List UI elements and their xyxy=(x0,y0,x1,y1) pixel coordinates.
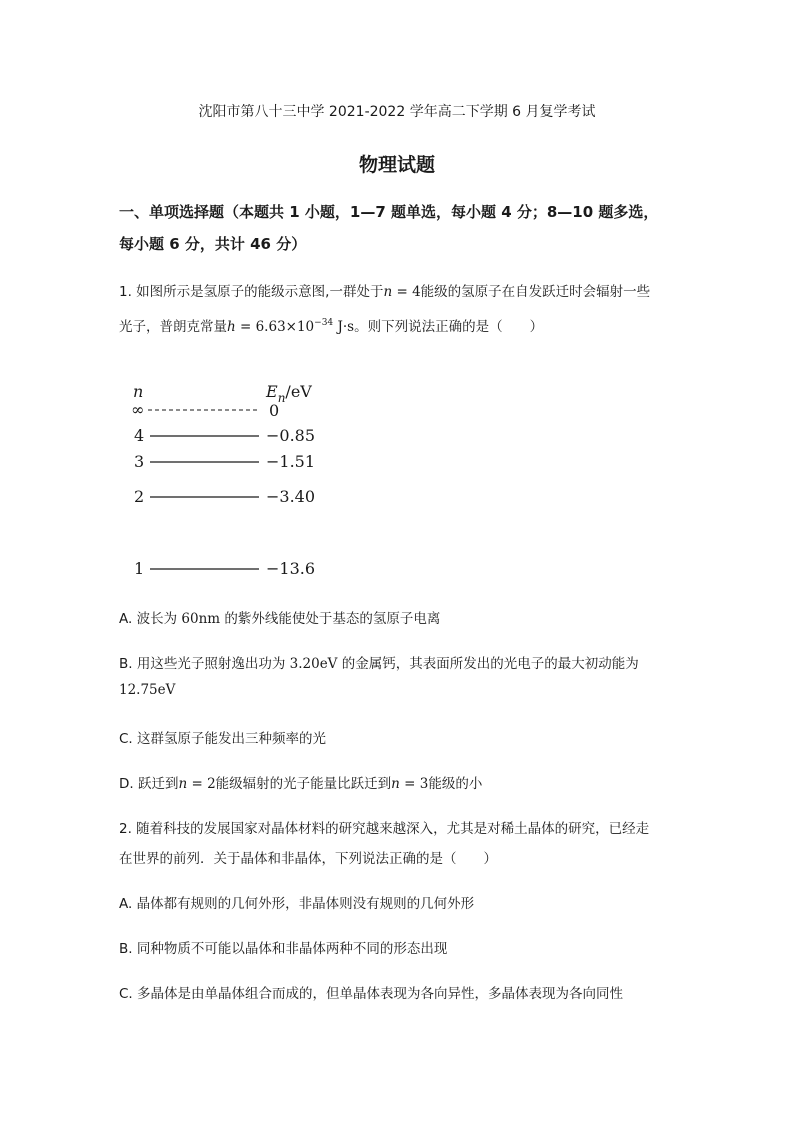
q1-option-a[interactable] xyxy=(119,607,440,627)
q1-stem-line1 xyxy=(119,280,650,300)
q2-stem-line2: 在世界的前列．关于晶体和非晶体，下列说法正确的是（ ） xyxy=(119,851,497,867)
q1-option-d[interactable] xyxy=(119,772,482,792)
q1-stem-text-a: 1. 如图所示是氢原子的能级示意图,一群处于 xyxy=(119,284,384,300)
q1-option-d-n2: n xyxy=(391,776,400,792)
q2-option-a[interactable]: A. 晶体都有规则的几何外形，非晶体则没有规则的几何外形 xyxy=(119,896,475,912)
level-n-1: 1 xyxy=(134,559,145,578)
section-heading-line2: 每小题 6 分，共计 46 分） xyxy=(119,235,307,253)
q1-option-b-line2: 12.75eV xyxy=(119,682,176,698)
q1-option-b-text-1: B. 用这些光子照射逸出功为 xyxy=(119,656,286,672)
level-n-infinity: ∞ xyxy=(131,400,145,419)
diagram-n-label: n xyxy=(133,382,144,401)
q1-stem-text-d: 。则下列说法正确的是（ ） xyxy=(354,319,544,335)
page-title: 物理试题 xyxy=(358,154,435,176)
q1-option-d-eq2: = 3 xyxy=(399,776,429,792)
q1-option-a-text-2: 的紫外线能使处于基态的氢原子电离 xyxy=(224,611,441,627)
level-energy-1: −13.6 xyxy=(266,559,316,578)
planck-exponent: −34 xyxy=(314,318,334,328)
q1-n-variable: n xyxy=(383,284,393,300)
level-energy-4: −0.85 xyxy=(266,426,316,445)
q1-stem-line2 xyxy=(119,315,543,335)
diagram-energy-label: $E_n/eV$ xyxy=(266,382,312,405)
energy-level-diagram xyxy=(124,379,344,584)
exam-header: 沈阳市第八十三中学 2021-2022 学年高二下学期 6 月复学考试 xyxy=(198,104,596,120)
q1-option-d-eq1: = 2 xyxy=(187,776,216,792)
level-n-3: 3 xyxy=(134,452,145,471)
level-energy-2: −3.40 xyxy=(266,487,316,506)
level-energy-infinity: 0 xyxy=(269,401,280,420)
planck-unit: J·s xyxy=(333,319,355,335)
q1-n-value: = 4 xyxy=(392,284,421,300)
q1-stem-text-b: 能级的氢原子在自发跃迁时会辐射一些 xyxy=(420,284,651,300)
level-energy-3: −1.51 xyxy=(266,452,316,471)
q1-option-d-n1: n xyxy=(178,776,188,792)
q2-option-c[interactable]: C. 多晶体是由单晶体组合而成的，但单晶体表现为各向异性，多晶体表现为各向同性 xyxy=(119,986,624,1002)
q1-option-d-text-3: 能级的小 xyxy=(428,776,483,792)
q1-option-b-value: 3.20eV xyxy=(285,656,342,672)
section-heading-line1: 一、单项选择题（本题共 1 小题，1—7 题单选，每小题 4 分；8—10 题多选， xyxy=(119,203,659,221)
q1-option-d-text-2: 能级辐射的光子能量比跃迁到 xyxy=(215,776,392,792)
q1-option-b[interactable] xyxy=(119,652,639,672)
planck-value: = 6.63×10 xyxy=(235,319,315,335)
q1-stem-text-c: 光子，普朗克常量 xyxy=(119,319,227,335)
level-n-2: 2 xyxy=(134,487,145,506)
q1-option-a-value: 60nm xyxy=(177,611,225,627)
q1-option-a-text-1: A. 波长为 xyxy=(119,611,178,627)
level-n-4: 4 xyxy=(134,426,145,445)
q1-option-d-text-1: D. 跃迁到 xyxy=(119,776,179,792)
q2-option-b[interactable]: B. 同种物质不可能以晶体和非晶体两种不同的形态出现 xyxy=(119,941,448,957)
q1-option-c[interactable]: C. 这群氢原子能发出三种频率的光 xyxy=(119,731,327,747)
q2-stem-line1: 2. 随着科技的发展国家对晶体材料的研究越来越深入，尤其是对稀土晶体的研究，已经走 xyxy=(119,821,650,837)
q1-option-b-text-2: 的金属钙，其表面所发出的光电子的最大初动能为 xyxy=(341,656,639,672)
planck-symbol: h xyxy=(227,319,236,335)
